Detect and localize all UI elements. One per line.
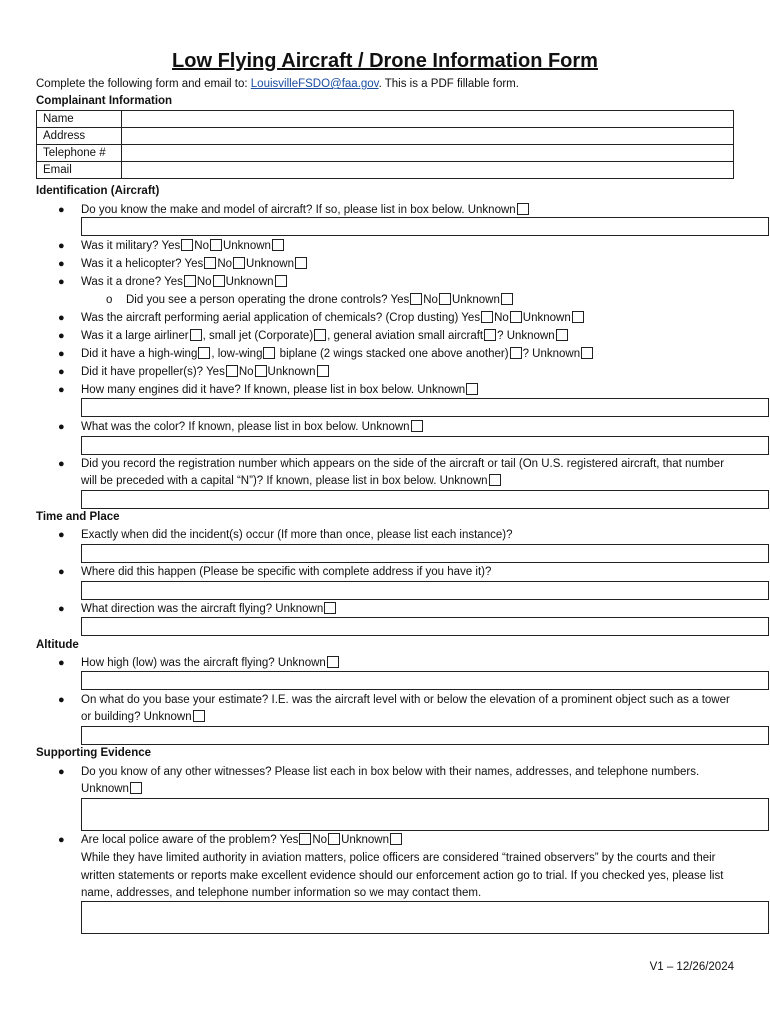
bullet-icon: ● (58, 276, 65, 288)
email-label: Email (37, 162, 122, 179)
operator-no-checkbox[interactable] (439, 293, 451, 305)
propeller-question: Did it have propeller(s)? Yes No Unknown (81, 365, 330, 380)
address-label: Address (37, 128, 122, 145)
bullet-icon: ● (58, 421, 65, 433)
engines-question: How many engines did it have? If known, please list in box below. Unknown (81, 383, 479, 398)
estimate-unknown-checkbox[interactable] (193, 710, 205, 722)
how-high-question: How high (low) was the aircraft flying? Unknown (81, 656, 340, 671)
where-input[interactable] (81, 581, 769, 600)
airliner-checkbox[interactable] (190, 329, 202, 341)
witnesses-input[interactable] (81, 798, 769, 831)
when-question: Exactly when did the incident(s) occur (If more than once, please list each instance)? (81, 529, 513, 541)
aerial-no-checkbox[interactable] (510, 311, 522, 323)
evidence-heading: Supporting Evidence (36, 747, 152, 759)
police-unknown-checkbox[interactable] (390, 833, 402, 845)
direction-unknown-checkbox[interactable] (324, 602, 336, 614)
drone-no-checkbox[interactable] (213, 275, 225, 287)
intro-text: Complete the following form and email to: LouisvilleFSDO@faa.gov. This is a PDF fillable form. (36, 78, 519, 90)
small-jet-checkbox[interactable] (314, 329, 326, 341)
engines-unknown-checkbox[interactable] (466, 383, 478, 395)
bullet-icon: ● (58, 258, 65, 270)
low-wing-checkbox[interactable] (263, 347, 275, 359)
police-note: While they have limited authority in aviation matters, police officers are considered “trained observers” by the courts and their written statements or reports make excellent evidence should our enforcement action go to trial. If you checked yes, please list name, addresses, and telephone number information so we may contact them. (81, 852, 724, 899)
aerial-unknown-checkbox[interactable] (572, 311, 584, 323)
drone-operator-question: Did you see a person operating the drone controls? Yes No Unknown (126, 293, 514, 308)
complainant-table (36, 110, 734, 179)
wing-type-question: Did it have a high-wing , low-wing biplane (2 wings stacked one above another) ? Unknown (81, 347, 594, 362)
complainant-heading: Complainant Information (36, 95, 173, 107)
make-model-input[interactable] (81, 217, 769, 236)
altitude-heading: Altitude (36, 639, 79, 651)
form-title: Low Flying Aircraft / Drone Information Form (172, 50, 598, 72)
aerial-application-question: Was the aircraft performing aerial application of chemicals? (Crop dusting) Yes No Unknown (81, 311, 585, 326)
ga-aircraft-checkbox[interactable] (484, 329, 496, 341)
drone-unknown-checkbox[interactable] (275, 275, 287, 287)
aircraft-size-question: Was it a large airliner , small jet (Corporate) , general aviation small aircraft ? Unknown (81, 329, 569, 344)
where-question: Where did this happen (Please be specific with complete address if you have it)? (81, 566, 492, 578)
military-question: Was it military? Yes No Unknown (81, 239, 285, 254)
police-no-checkbox[interactable] (328, 833, 340, 845)
bullet-icon: ● (58, 366, 65, 378)
height-unknown-checkbox[interactable] (327, 656, 339, 668)
direction-input[interactable] (81, 617, 769, 636)
form-page (36, 0, 734, 1024)
bullet-icon: ● (58, 204, 65, 216)
wing-unknown-checkbox[interactable] (581, 347, 593, 359)
registration-unknown-checkbox[interactable] (489, 474, 501, 486)
estimate-question: On what do you base your estimate? I.E. was the aircraft level with or below the elevation of a prominent object such as a tower or building? Unknown (81, 694, 730, 723)
color-question: What was the color? If known, please list in box below. Unknown (81, 420, 424, 435)
helicopter-yes-checkbox[interactable] (204, 257, 216, 269)
name-field[interactable] (122, 111, 734, 128)
police-contact-input[interactable] (81, 901, 769, 934)
military-unknown-checkbox[interactable] (272, 239, 284, 251)
operator-unknown-checkbox[interactable] (501, 293, 513, 305)
bullet-icon: ● (58, 603, 65, 615)
engines-input[interactable] (81, 398, 769, 417)
bullet-icon: ● (58, 384, 65, 396)
direction-question: What direction was the aircraft flying? Unknown (81, 602, 337, 617)
witnesses-unknown-checkbox[interactable] (130, 782, 142, 794)
propeller-no-checkbox[interactable] (255, 365, 267, 377)
estimate-input[interactable] (81, 726, 769, 745)
email-link[interactable]: LouisvilleFSDO@faa.gov (250, 78, 379, 90)
military-yes-checkbox[interactable] (181, 239, 193, 251)
bullet-icon: ● (58, 240, 65, 252)
color-input[interactable] (81, 436, 769, 455)
high-wing-checkbox[interactable] (198, 347, 210, 359)
registration-input[interactable] (81, 490, 769, 509)
size-unknown-checkbox[interactable] (556, 329, 568, 341)
witnesses-question: Do you know of any other witnesses? Please list each in box below with their names, addresses, and telephone numbers. Unknown (81, 766, 700, 795)
telephone-field[interactable] (122, 145, 734, 162)
bullet-icon: ● (58, 529, 65, 541)
make-model-unknown-checkbox[interactable] (517, 203, 529, 215)
version-footer: V1 – 12/26/2024 (649, 961, 734, 973)
registration-question: Did you record the registration number which appears on the side of the aircraft or tail (On U.S. registered aircraft, that number will be preceded with a capital “N”)? If known, please list in box below. Unknown (81, 458, 725, 487)
military-no-checkbox[interactable] (210, 239, 222, 251)
email-field[interactable] (122, 162, 734, 179)
name-label: Name (37, 111, 122, 128)
bullet-icon: ● (58, 694, 65, 706)
aerial-yes-checkbox[interactable] (481, 311, 493, 323)
helicopter-no-checkbox[interactable] (233, 257, 245, 269)
helicopter-question: Was it a helicopter? Yes No Unknown (81, 257, 308, 272)
when-input[interactable] (81, 544, 769, 563)
propeller-yes-checkbox[interactable] (226, 365, 238, 377)
helicopter-unknown-checkbox[interactable] (295, 257, 307, 269)
bullet-icon: ● (58, 566, 65, 578)
color-unknown-checkbox[interactable] (411, 420, 423, 432)
telephone-label: Telephone # (37, 145, 122, 162)
bullet-icon: ● (58, 348, 65, 360)
time-place-heading: Time and Place (36, 511, 120, 523)
operator-yes-checkbox[interactable] (410, 293, 422, 305)
make-model-question: Do you know the make and model of aircraft? If so, please list in box below. Unknown (81, 203, 530, 218)
bullet-icon: ● (58, 657, 65, 669)
how-high-input[interactable] (81, 671, 769, 690)
bullet-icon: ● (58, 330, 65, 342)
bullet-icon: ● (58, 458, 65, 470)
bullet-icon: ● (58, 834, 65, 846)
bullet-icon: ● (58, 312, 65, 324)
identification-heading: Identification (Aircraft) (36, 185, 160, 197)
police-yes-checkbox[interactable] (299, 833, 311, 845)
biplane-checkbox[interactable] (510, 347, 522, 359)
bullet-icon: ● (58, 766, 65, 778)
police-question: Are local police aware of the problem? Yes No Unknown (81, 833, 403, 848)
drone-question: Was it a drone? Yes No Unknown (81, 275, 288, 290)
sub-bullet-icon: o (106, 294, 113, 306)
drone-yes-checkbox[interactable] (184, 275, 196, 287)
address-field[interactable] (122, 128, 734, 145)
propeller-unknown-checkbox[interactable] (317, 365, 329, 377)
